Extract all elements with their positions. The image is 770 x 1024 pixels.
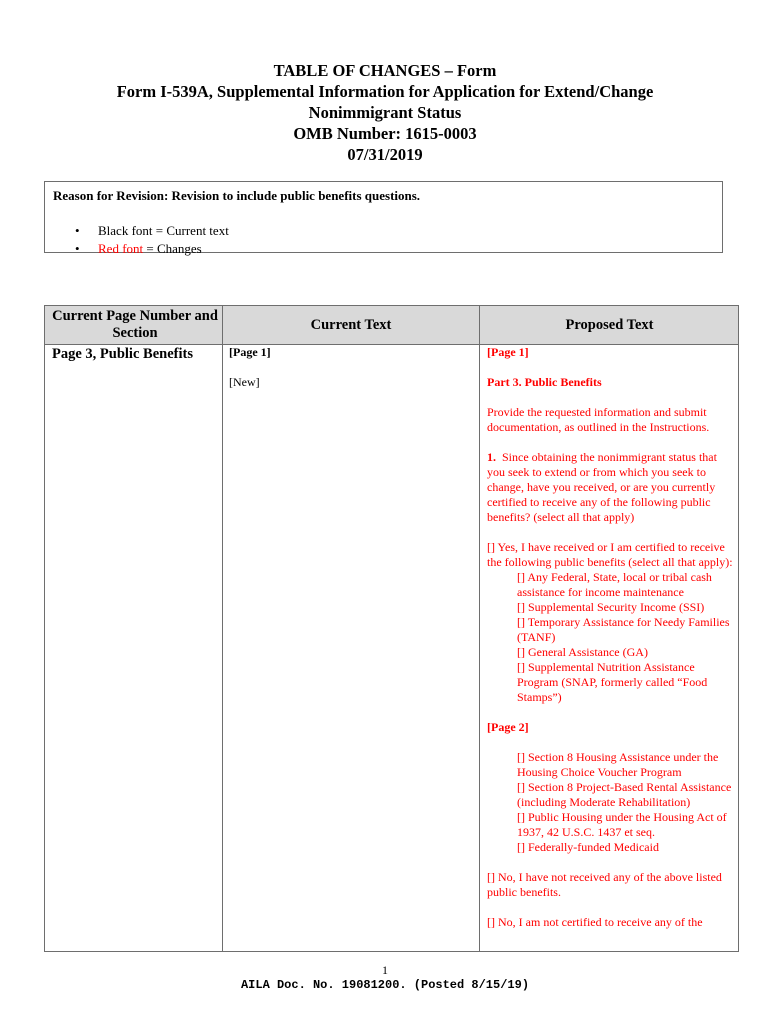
- header-proposed-text: Proposed Text: [565, 316, 654, 333]
- legend-item-current: [75, 222, 229, 240]
- title-block: [0, 60, 770, 165]
- benefit-item: [] Section 8 Housing Assistance under the Housing Choice Voucher Program: [517, 750, 719, 779]
- benefit-item: [] Section 8 Project-Based Rental Assistance (including Moderate Rehabilitation): [517, 780, 732, 809]
- column-divider: [479, 306, 480, 951]
- benefit-item: [] Public Housing under the Housing Act of 1937, 42 U.S.C. 1437 et seq.: [517, 810, 727, 839]
- changes-table: [44, 305, 739, 952]
- benefit-item: [] Any Federal, State, local or tribal cash assistance for income maintenance: [517, 570, 712, 599]
- yes-option: [] Yes, I have received or I am certified to receive the following public benefits (select all that apply):: [487, 540, 733, 569]
- proposed-page2-marker: [Page 2]: [487, 720, 529, 734]
- instructions-text: Provide the requested information and submit documentation, as outlined in the Instructions.: [487, 405, 710, 434]
- header-current-page-section: Current Page Number and Section: [52, 308, 218, 341]
- benefit-item: [] Supplemental Security Income (SSI): [517, 600, 705, 614]
- current-text-cell: [229, 345, 473, 405]
- bullet-icon: •: [75, 241, 80, 256]
- question-1: [487, 450, 735, 525]
- form-name-continued: Nonimmigrant Status: [308, 103, 462, 122]
- header-current-text: Current Text: [310, 316, 392, 333]
- legend-red-key: Red font: [98, 241, 144, 256]
- part3-heading: Part 3. Public Benefits: [487, 375, 602, 389]
- legend-changes-text: = Changes: [143, 241, 202, 256]
- benefit-item: [] Supplemental Nutrition Assistance Program (SNAP, formerly called “Food Stamps”): [517, 660, 708, 704]
- bullet-icon: •: [75, 223, 80, 238]
- benefit-item: [] Temporary Assistance for Needy Families (TANF): [517, 615, 730, 644]
- title-line: TABLE OF CHANGES – Form: [273, 61, 497, 80]
- proposed-page1-marker: [Page 1]: [487, 345, 529, 359]
- reason-box: [44, 181, 723, 256]
- page-number: 1: [382, 963, 388, 977]
- benefit-item: [] General Assistance (GA): [517, 645, 648, 659]
- current-page-marker: [Page 1]: [229, 345, 271, 359]
- column-divider: [222, 306, 223, 951]
- legend-item-changes: [75, 240, 229, 258]
- benefit-item: [] Federally-funded Medicaid: [517, 840, 659, 854]
- proposed-text-cell: [487, 345, 735, 945]
- section-cell: Page 3, Public Benefits: [52, 346, 193, 362]
- legend-current-text: Black font = Current text: [98, 223, 229, 238]
- reason-title: Reason for Revision: Revision to include public benefits questions.: [53, 188, 421, 203]
- legend-list: [75, 222, 229, 258]
- no-option-certified: [] No, I am not certified to receive any of the: [487, 915, 703, 929]
- current-new-marker: [New]: [229, 375, 260, 389]
- form-name-line: Form I-539A, Supplemental Information for Application for Extend/Change: [116, 82, 654, 101]
- no-option-received: [] No, I have not received any of the above listed public benefits.: [487, 870, 722, 899]
- omb-number: OMB Number: 1615-0003: [293, 124, 477, 143]
- revision-date: 07/31/2019: [347, 145, 423, 164]
- question-1-number: 1.: [487, 450, 496, 464]
- question-1-text: Since obtaining the nonimmigrant status that you seek to extend or from which you seek to change, have you received, or are you currently certified to receive any of the following public benefits? (select all that apply): [487, 450, 717, 524]
- footer-doc-id: AILA Doc. No. 19081200. (Posted 8/15/19): [240, 978, 530, 992]
